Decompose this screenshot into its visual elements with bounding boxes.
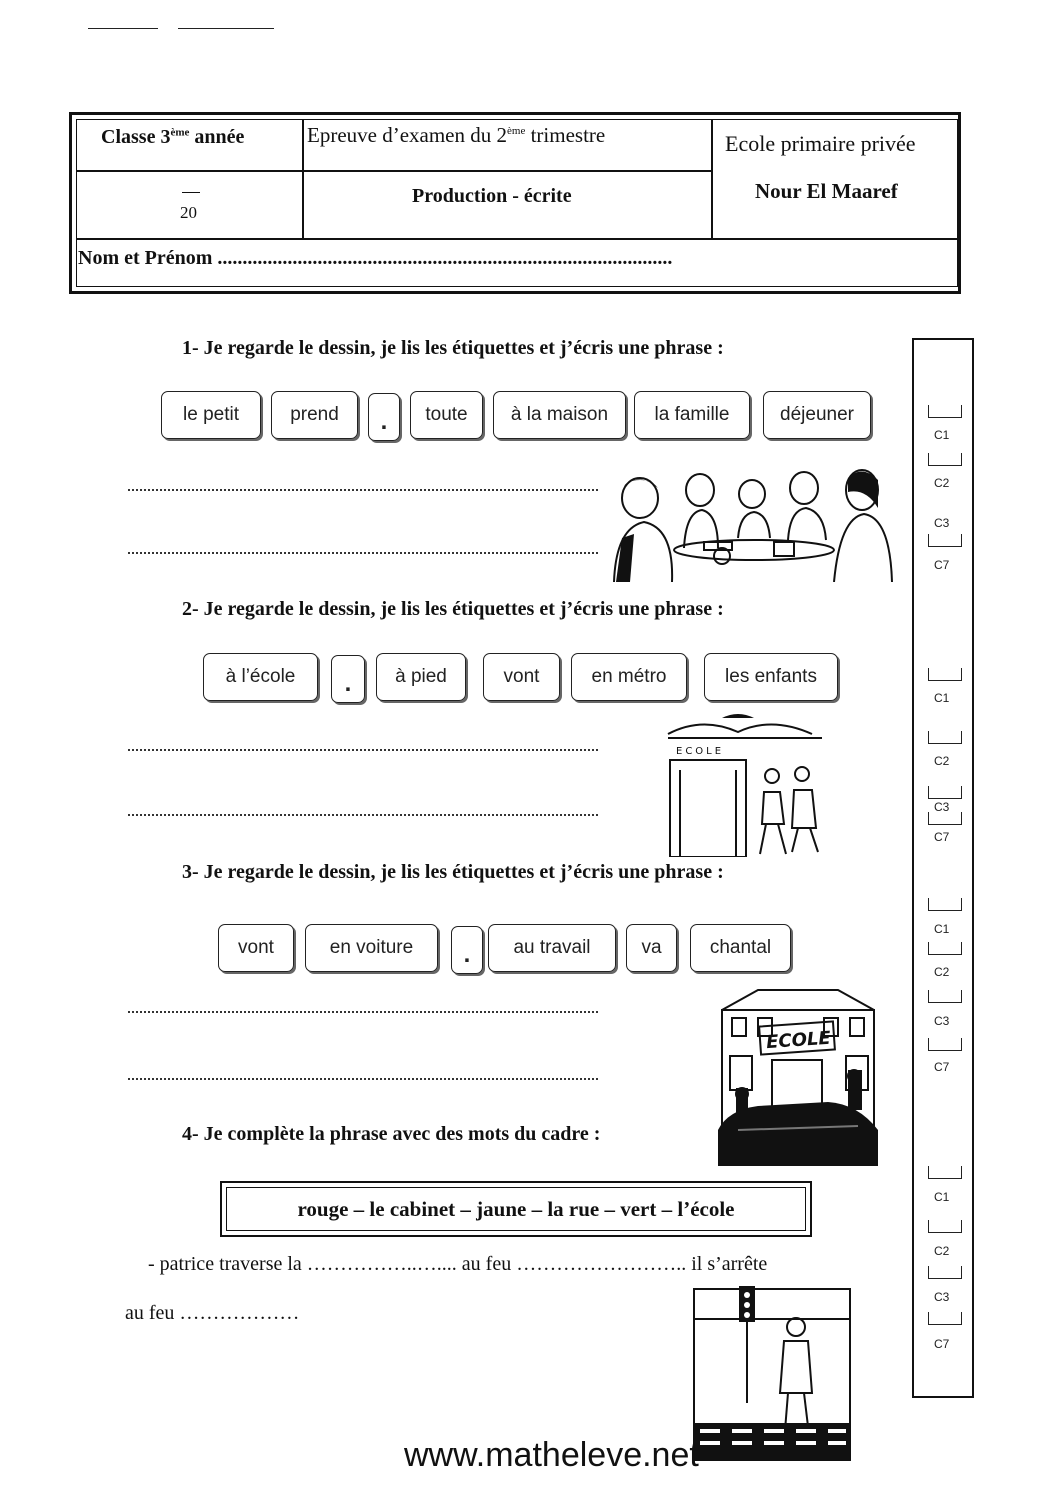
website-watermark[interactable]: www.matheleve.net (404, 1436, 699, 1474)
school-line2: Nour El Maaref (755, 179, 898, 203)
word-tag: les enfants (704, 653, 838, 701)
word-tag: toute (410, 391, 483, 439)
word-tag: déjeuner (763, 391, 871, 439)
word-tag: à pied (376, 653, 466, 701)
word-tag: en voiture (305, 924, 438, 972)
school-sign: ECOLE (765, 1027, 832, 1054)
answer-line[interactable] (128, 538, 598, 554)
criterion-label: C2 (934, 476, 950, 490)
word-bank-frame (220, 1181, 812, 1237)
criteria-bracket (928, 1312, 962, 1325)
exercise-1-instruction: 1- Je regarde le dessin, je lis les étiquettes et j’écris une phrase : (182, 337, 724, 359)
word-tag: prend (271, 391, 358, 439)
word-tag: vont (218, 924, 294, 972)
word-tag: à l’école (203, 653, 318, 701)
subject-title: Production - écrite (412, 185, 572, 207)
answer-line[interactable] (128, 475, 598, 491)
criterion-label: C1 (934, 1190, 950, 1204)
criterion-label: C2 (934, 754, 950, 768)
answer-line[interactable] (128, 1064, 598, 1080)
criterion-label: C3 (934, 516, 950, 530)
word-tag-period: . (451, 926, 483, 974)
exercise-2-instruction: 2- Je regarde le dessin, je lis les étiquettes et j’écris une phrase : (182, 598, 724, 620)
criteria-bracket (928, 990, 962, 1003)
criteria-bracket (928, 1220, 962, 1233)
answer-line[interactable] (128, 800, 598, 816)
criteria-bracket (928, 405, 962, 418)
criteria-bracket (928, 812, 962, 825)
word-tag: la famille (634, 391, 750, 439)
criteria-bracket (928, 534, 962, 547)
header-table (69, 112, 961, 294)
fill-in-sentence[interactable]: au feu ……………… (125, 1302, 300, 1324)
fraction-bar (182, 192, 200, 193)
exercise-4-instruction: 4- Je complète la phrase avec des mots du cadre : (182, 1123, 601, 1145)
pedestrian-crossing-illustration (692, 1283, 852, 1461)
criterion-label: C3 (934, 1290, 950, 1304)
scan-mark (88, 28, 158, 29)
class-label: Classe 3ème année (101, 126, 245, 148)
criteria-bracket (928, 1266, 962, 1279)
word-tag: en métro (571, 653, 687, 701)
criteria-bracket (928, 453, 962, 466)
fill-in-sentence[interactable]: - patrice traverse la ……………..….... au feu …………………….. il s’arrête (148, 1253, 768, 1275)
criterion-label: C3 (934, 1014, 950, 1028)
school-line1: Ecole primaire privée (725, 131, 916, 156)
criterion-label: C7 (934, 1337, 950, 1351)
criterion-label: C1 (934, 691, 950, 705)
word-tag: le petit (161, 391, 261, 439)
children-walking-to-school-illustration (662, 712, 827, 857)
word-tag: chantal (690, 924, 791, 972)
word-tag-period: . (331, 655, 365, 703)
score-denominator: 20 (180, 203, 197, 222)
criteria-bracket (928, 942, 962, 955)
word-bank: rouge – le cabinet – jaune – la rue – vert – l’école (226, 1187, 806, 1231)
word-tag: à la maison (493, 391, 626, 439)
criterion-label: C7 (934, 1060, 950, 1074)
criteria-bracket (928, 1038, 962, 1051)
answer-line[interactable] (128, 997, 598, 1013)
criterion-label: C2 (934, 1244, 950, 1258)
criterion-label: C2 (934, 965, 950, 979)
exercise-3-instruction: 3- Je regarde le dessin, je lis les étiquettes et j’écris une phrase : (182, 861, 724, 883)
criterion-label: C3 (934, 800, 950, 814)
word-tag: au travail (488, 924, 616, 972)
scan-mark (178, 28, 274, 29)
criterion-label: C7 (934, 558, 950, 572)
exam-label: Epreuve d’examen du 2ème trimestre (307, 123, 606, 147)
criterion-label: C7 (934, 830, 950, 844)
criteria-bracket (928, 1166, 962, 1179)
school-sign: ECOLE (676, 746, 725, 757)
criterion-label: C1 (934, 922, 950, 936)
criterion-label: C1 (934, 428, 950, 442)
name-field-label: Nom et Prénom ........................................................................................... (78, 247, 673, 269)
family-breakfast-illustration (604, 458, 894, 582)
criteria-bracket (928, 898, 962, 911)
criteria-bracket (928, 786, 962, 799)
school-building-car-illustration (718, 980, 878, 1166)
criteria-sidebar (912, 338, 974, 1398)
word-tag: vont (483, 653, 560, 701)
answer-line[interactable] (128, 735, 598, 751)
word-tag: va (626, 924, 677, 972)
word-tag-period: . (368, 393, 400, 441)
criteria-bracket (928, 668, 962, 681)
criteria-bracket (928, 731, 962, 744)
